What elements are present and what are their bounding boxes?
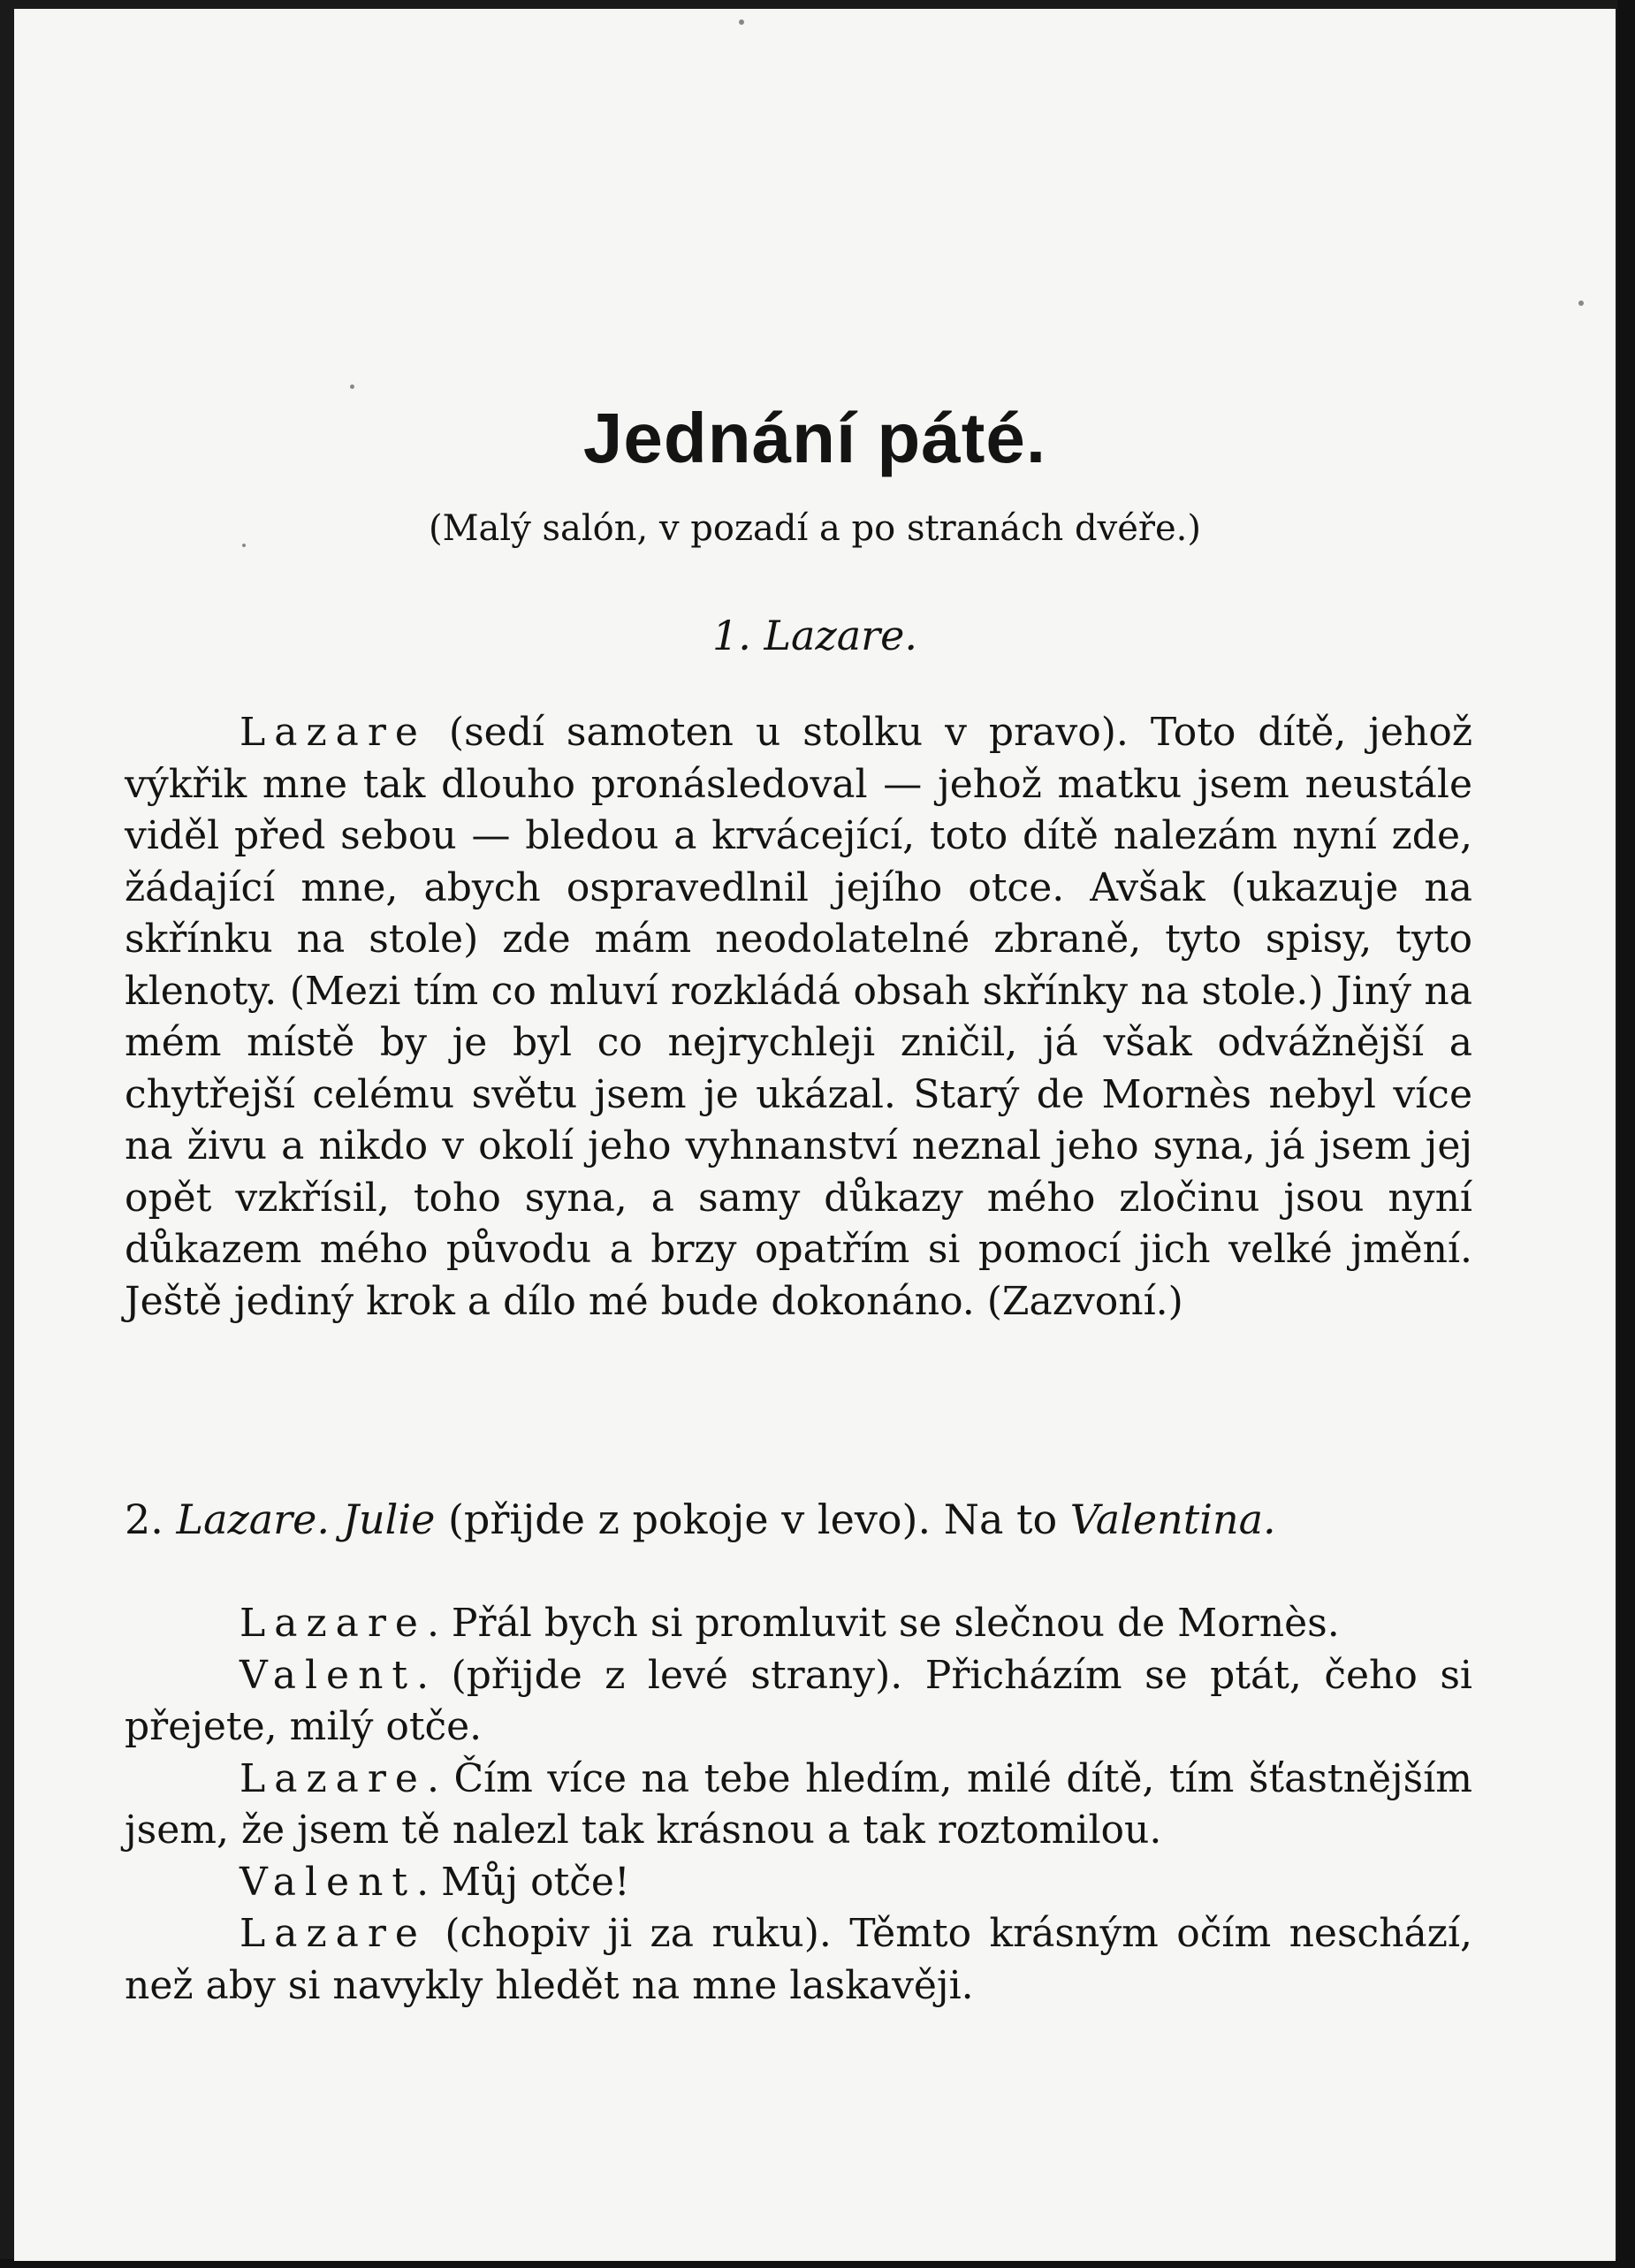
dialogue-line [125,1650,1472,1754]
scene-2-character-3: Valentina. [1069,1496,1276,1543]
dialogue-text: . Čím více na tebe hledím, milé dítě, tím šťastnějším jsem, že jsem tě nalezl tak krásnou a tak roztomilou. [125,1755,1472,1853]
dialogue-line [125,1598,1472,1650]
scan-border-right [1617,0,1635,2268]
scene-2-dialogue [125,1598,1472,2012]
stage-setting: (Malý salón, v pozadí a po stranách dvéře.) [428,508,1201,549]
speaker-name: Valent [240,1652,417,1698]
dialogue-text: . Můj otče! [416,1859,630,1905]
speaker-name: Lazare [240,710,427,755]
dialogue-line [125,1908,1472,2012]
monologue-text: (sedí samoten u stolku v pravo). Toto dítě, jehož výkřik mne tak dlouho pronásledoval — jehož matku jsem neustále viděl před sebou — bledou a krvácející, toto dítě nalezám nyní zde, žádající mne, abych ospravedlnil jejího otce. Avšak (ukazuje na skřínku na stole) zde mám neodolatelné zbraně, tyto spisy, tyto klenoty. (Mezi tím co mluví rozkládá obsah skřínky na stole.) Jiný na mém místě by je byl co nejrychleji zničil, já však odvážnější a chytřejší celému světu jsem je ukázal. Starý de Mornès nebyl více na živu a nikdo v okolí jeho vyhnanství neznal jeho syna, já jsem jej opět vzkřísil, toho syna, a samy důkazy mého zločinu jsou nyní důkazem mého původu a brzy opatřím si pomocí jich velké jmění. Ještě jediný krok a dílo mé bude dokonáno. (Zazvoní.) [125,710,1472,1324]
monologue-paragraph [125,707,1472,1328]
scene-2-heading [125,1494,1472,1545]
book-page [14,9,1616,2261]
dialogue-text: . Přál bych si promluvit se slečnou de Mornès. [426,1601,1340,1646]
scene-2-number: 2. [125,1496,164,1543]
paper-speck [1578,301,1584,306]
speaker-name: Valent [240,1859,417,1905]
scene-1-heading: 1. Lazare. [712,612,917,659]
dialogue-line [125,1754,1472,1857]
speaker-name: Lazare [240,1755,427,1801]
dialogue-line [125,1857,1472,1909]
speaker-name: Lazare [240,1911,427,1956]
scene-2-stage-note: (přijde z pokoje v levo). Na to [435,1496,1070,1543]
scene-2-character-1: Lazare. [176,1496,330,1543]
paper-speck [739,19,744,25]
dialogue-text: (chopiv ji za ruku). Těmto krásným očím neschází, než aby si navykly hledět na mne laskavěji. [125,1911,1472,2008]
act-title: Jednání páté. [582,399,1047,477]
scene-1-monologue [125,707,1472,1328]
paper-speck [350,384,354,389]
speaker-name: Lazare [240,1601,427,1646]
dialogue-text: . (přijde z levé strany). Přicházím se ptát, čeho si přejete, milý otče. [125,1652,1472,1749]
scene-2-character-2: Julie [342,1496,436,1543]
